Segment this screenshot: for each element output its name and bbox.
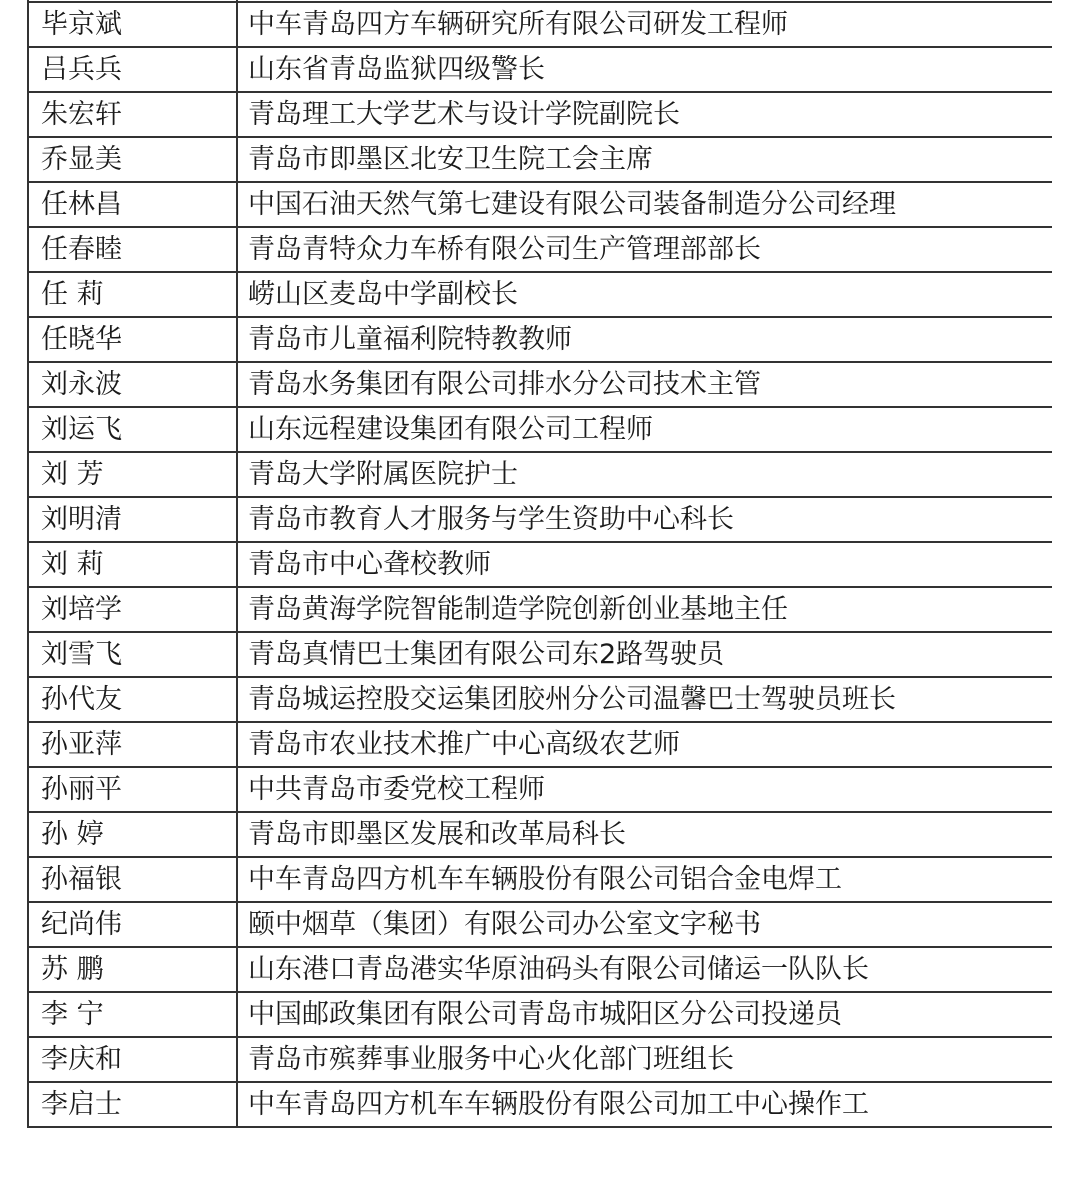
name-cell: 刘运飞	[28, 407, 237, 452]
name-cell: 刘永波	[28, 362, 237, 407]
table-row	[28, 1037, 1052, 1082]
name-cell: 刘 莉	[28, 542, 237, 587]
position-cell: 青岛市即墨区北安卫生院工会主席	[237, 137, 1052, 182]
table-row	[28, 812, 1052, 857]
table-row	[28, 947, 1052, 992]
name-cell: 苏 鹏	[28, 947, 237, 992]
position-cell: 青岛理工大学艺术与设计学院副院长	[237, 92, 1052, 137]
table-row	[28, 677, 1052, 722]
position-cell: 颐中烟草（集团）有限公司办公室文字秘书	[237, 902, 1052, 947]
name-cell: 刘明清	[28, 497, 237, 542]
position-cell: 中车青岛四方机车车辆股份有限公司加工中心操作工	[237, 1082, 1052, 1127]
name-cell: 吕兵兵	[28, 47, 237, 92]
table-row	[28, 452, 1052, 497]
table-row	[28, 497, 1052, 542]
name-cell: 任晓华	[28, 317, 237, 362]
position-cell: 山东省青岛监狱四级警长	[237, 47, 1052, 92]
position-cell: 中共青岛市委党校工程师	[237, 767, 1052, 812]
position-cell: 中车青岛四方机车车辆股份有限公司铝合金电焊工	[237, 857, 1052, 902]
name-cell: 孙福银	[28, 857, 237, 902]
table-row	[28, 92, 1052, 137]
position-cell: 青岛市殡葬事业服务中心火化部门班组长	[237, 1037, 1052, 1082]
name-cell: 朱宏轩	[28, 92, 237, 137]
table-row	[28, 272, 1052, 317]
roster-table	[27, 0, 1052, 1128]
table-row	[28, 362, 1052, 407]
position-cell: 中国邮政集团有限公司青岛市城阳区分公司投递员	[237, 992, 1052, 1037]
position-cell: 青岛黄海学院智能制造学院创新创业基地主任	[237, 587, 1052, 632]
name-cell: 李庆和	[28, 1037, 237, 1082]
position-cell: 青岛水务集团有限公司排水分公司技术主管	[237, 362, 1052, 407]
position-cell: 山东港口青岛港实华原油码头有限公司储运一队队长	[237, 947, 1052, 992]
name-cell: 任林昌	[28, 182, 237, 227]
position-cell: 青岛市农业技术推广中心高级农艺师	[237, 722, 1052, 767]
table-row	[28, 182, 1052, 227]
position-cell: 山东远程建设集团有限公司工程师	[237, 407, 1052, 452]
name-cell: 任春睦	[28, 227, 237, 272]
position-cell: 青岛大学附属医院护士	[237, 452, 1052, 497]
name-cell: 孙代友	[28, 677, 237, 722]
table-row	[28, 137, 1052, 182]
table-row	[28, 317, 1052, 362]
roster-table-body	[28, 0, 1052, 1127]
position-cell: 青岛市教育人才服务与学生资助中心科长	[237, 497, 1052, 542]
table-row	[28, 1082, 1052, 1127]
position-cell: 青岛市中心聋校教师	[237, 542, 1052, 587]
position-cell: 崂山区麦岛中学副校长	[237, 272, 1052, 317]
table-row	[28, 2, 1052, 47]
position-cell: 青岛青特众力车桥有限公司生产管理部部长	[237, 227, 1052, 272]
position-cell: 青岛市即墨区发展和改革局科长	[237, 812, 1052, 857]
table-row	[28, 47, 1052, 92]
position-cell: 青岛城运控股交运集团胶州分公司温馨巴士驾驶员班长	[237, 677, 1052, 722]
position-cell: 中车青岛四方车辆研究所有限公司研发工程师	[237, 2, 1052, 47]
table-row	[28, 587, 1052, 632]
table-row	[28, 632, 1052, 677]
position-cell: 青岛真情巴士集团有限公司东2路驾驶员	[237, 632, 1052, 677]
position-cell: 中国石油天然气第七建设有限公司装备制造分公司经理	[237, 182, 1052, 227]
table-row	[28, 722, 1052, 767]
name-cell: 孙丽平	[28, 767, 237, 812]
table-row	[28, 992, 1052, 1037]
table-row	[28, 767, 1052, 812]
table-row	[28, 902, 1052, 947]
name-cell: 任 莉	[28, 272, 237, 317]
position-cell: 青岛市儿童福利院特教教师	[237, 317, 1052, 362]
table-row	[28, 227, 1052, 272]
name-cell: 刘培学	[28, 587, 237, 632]
name-cell: 乔显美	[28, 137, 237, 182]
name-cell: 刘雪飞	[28, 632, 237, 677]
name-cell: 李 宁	[28, 992, 237, 1037]
name-cell: 李启士	[28, 1082, 237, 1127]
table-row	[28, 542, 1052, 587]
document-sheet	[27, 0, 1052, 1178]
name-cell: 刘 芳	[28, 452, 237, 497]
table-row	[28, 407, 1052, 452]
name-cell: 孙亚萍	[28, 722, 237, 767]
name-cell: 纪尚伟	[28, 902, 237, 947]
table-row	[28, 857, 1052, 902]
name-cell: 孙 婷	[28, 812, 237, 857]
name-cell: 毕京斌	[28, 2, 237, 47]
